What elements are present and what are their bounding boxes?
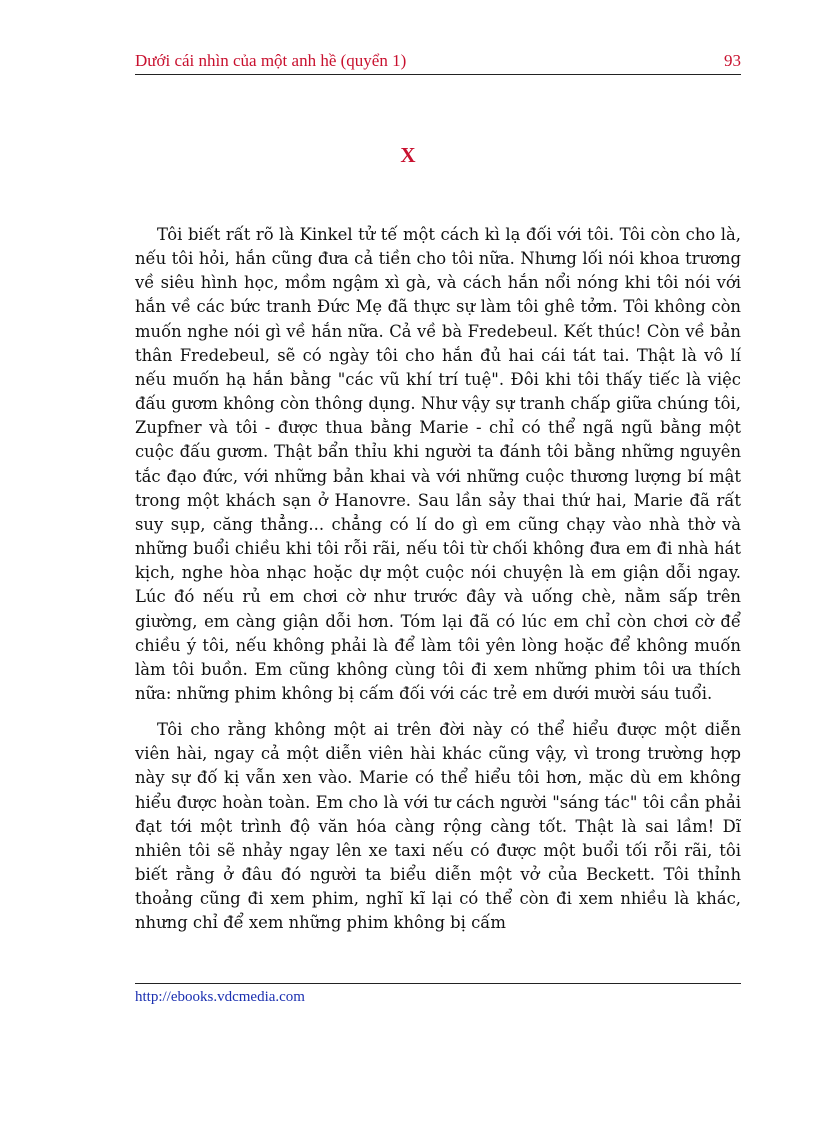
running-header [135, 50, 741, 75]
footer-link[interactable]: http://ebooks.vdcmedia.com [135, 989, 305, 1005]
chapter-title: X [400, 143, 416, 167]
header-book-title: Dưới cái nhìn của một anh hề (quyển 1) [135, 51, 407, 70]
chapter-body [135, 223, 741, 936]
page-footer [135, 983, 741, 1006]
paragraph: Tôi cho rằng không một ai trên đời này có thể hiểu được một diễn viên hài, ngay cả một diễn viên hài khác cũng vậy, vì trong trường hợp này sự đố kị vẫn xen vào. Marie có thể hiểu tôi hơn, mặc dù em không hiểu được hoàn toàn. Em cho là với tư cách người "sáng tác" tôi cần phải đạt tới một trình độ văn hóa càng rộng càng tốt. Thật là sai lầm! Dĩ nhiên tôi sẽ nhảy ngay lên xe taxi nếu có được một buổi tối rỗi rãi, tôi biết rằng ở đâu đó người ta biểu diễn một vở của Beckett. Tôi thỉnh thoảng cũng đi xem phim, nghĩ kĩ lại có thể còn đi xem nhiều là khác, nhưng chỉ để xem những phim không bị cấm [135, 720, 741, 933]
header-page-number: 93 [724, 51, 741, 70]
paragraph: Tôi biết rất rõ là Kinkel tử tế một cách kì lạ đối với tôi. Tôi còn cho là, nếu tôi hỏi, hắn cũng đưa cả tiền cho tôi nữa. Nhưng lối nói khoa trương về siêu hình học, mồm ngậm xì gà, và cách hắn nổi nóng khi tôi nói với hắn về các bức tranh Đức Mẹ đã thực sự làm tôi ghê tởm. Tôi không còn muốn nghe nói gì về hắn nữa. Cả về bà Fredebeul. Kết thúc! Còn về bản thân Fredebeul, sẽ có ngày tôi cho hắn đủ hai cái tát tai. Thật là vô lí nếu muốn hạ hắn bằng "các vũ khí trí tuệ". Đôi khi tôi thấy tiếc là việc đấu gươm không còn thông dụng. Như vậy sự tranh chấp giữa chúng tôi, Zupfner và tôi - được thua bằng Marie - chỉ có thể ngã ngũ bằng một cuộc đấu gươm. Thật bẩn thỉu khi người ta đánh tôi bằng những nguyên tắc đạo đức, với những bản khai và với những cuộc thương lượng bí mật trong một khách sạn ở Hanovre. Sau lần sảy thai thứ hai, Marie đã rất suy sụp, căng thẳng... chẳng có lí do gì em cũng chạy vào nhà thờ và những buổi chiều khi tôi rỗi rãi, nếu tôi từ chối không đưa em đi nhà hát kịch, nghe hòa nhạc hoặc dự một cuộc nói chuyện là em giận dỗi ngay. Lúc đó nếu rủ em chơi cờ như trước đây và uống chè, nằm sấp trên giường, em càng giận dỗi hơn. Tóm lại đã có lúc em chỉ còn chơi cờ để chiều ý tôi, nếu không phải là để làm tôi yên lòng hoặc để không muốn làm tôi buồn. Em cũng không cùng tôi đi xem những phim tôi ưa thích nữa: những phim không bị cấm đối với các trẻ em dưới mười sáu tuổi. [135, 225, 741, 703]
